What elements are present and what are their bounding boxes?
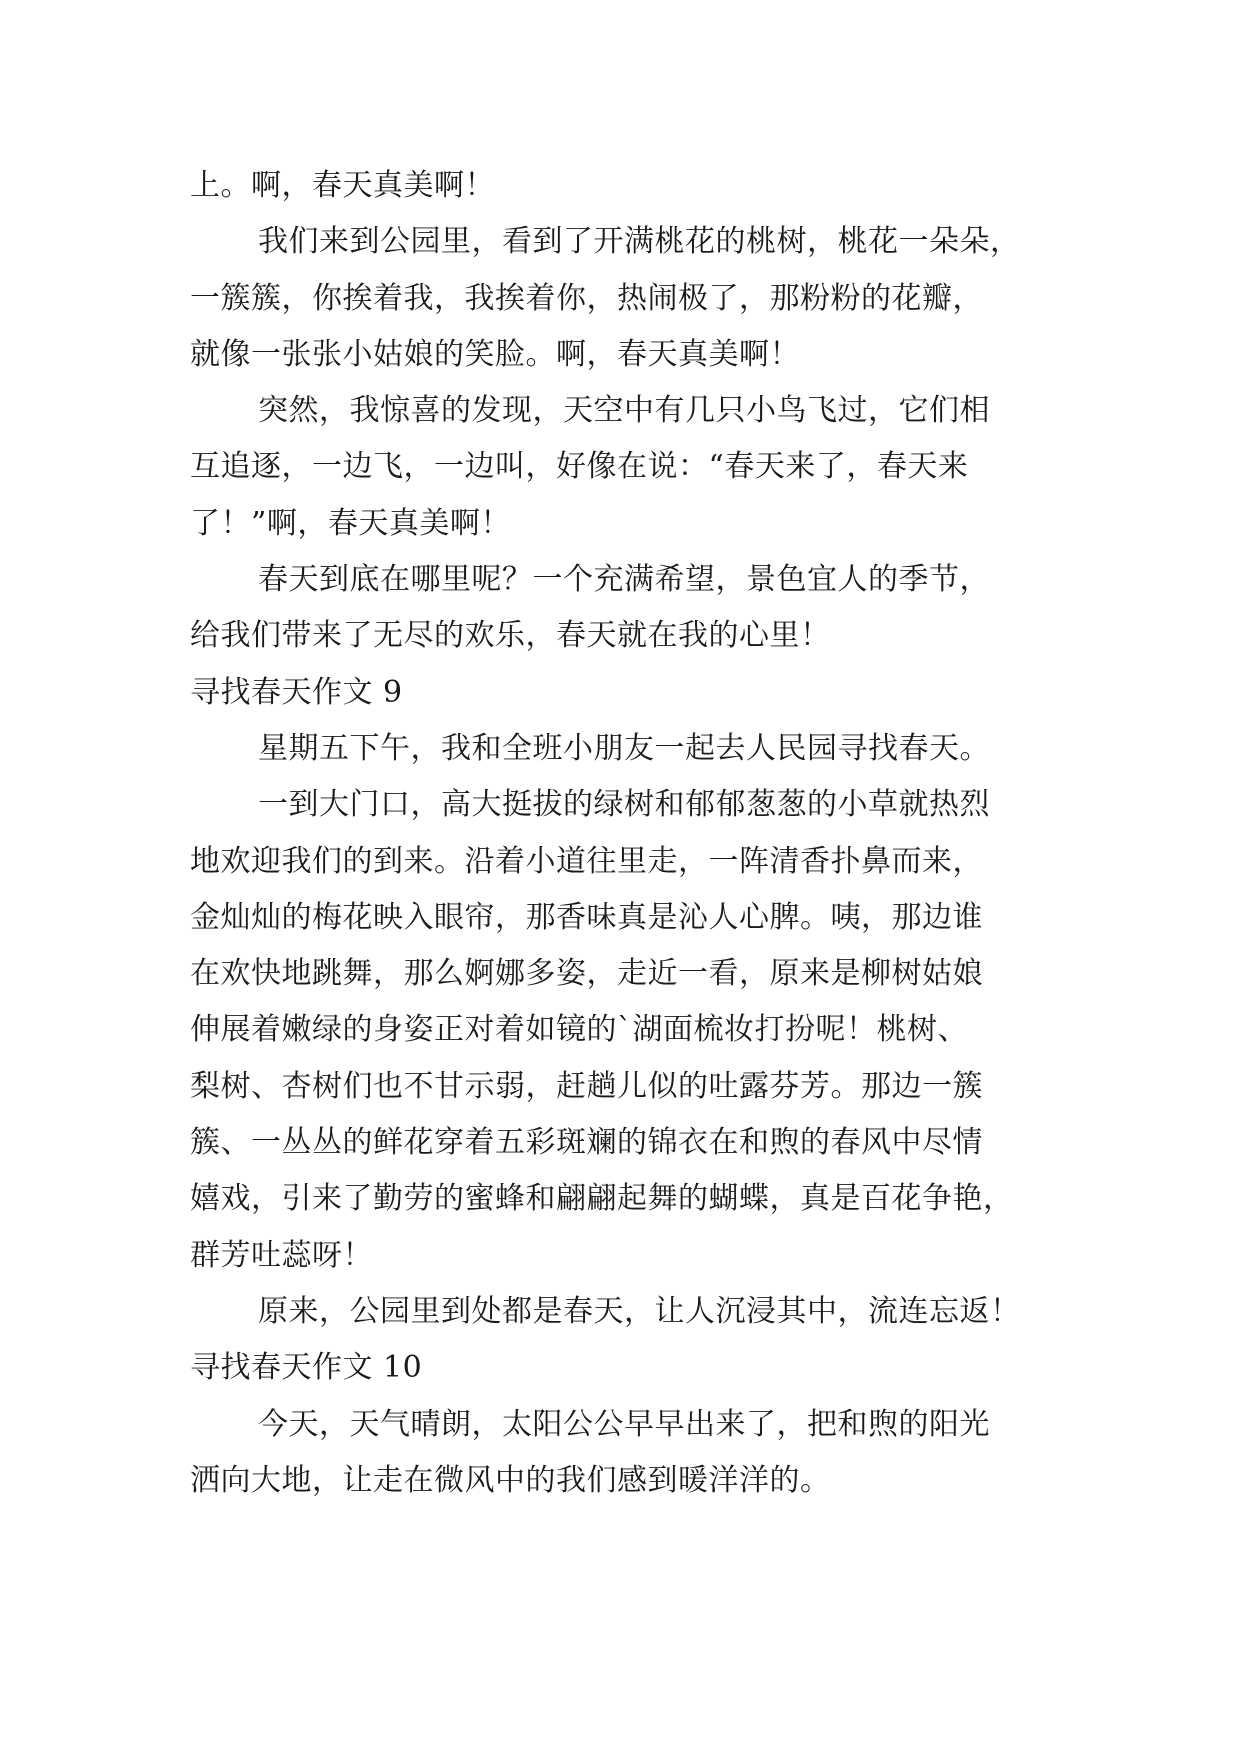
paragraph-start: 今天，天气晴朗，太阳公公早早出来了，把和煦的阳光 [258,1406,990,1442]
section-heading: 寻找春天作文 9 [190,674,403,710]
section-heading: 寻找春天作文 10 [190,1350,423,1386]
text-line: 洒向大地，让走在微风中的我们感到暖洋洋的。 [190,1462,831,1498]
paragraph-start: 原来，公园里到处都是春天，让人沉浸其中，流连忘返！ [258,1293,1021,1329]
text-line: 互追逐，一边飞，一边叫，好像在说：“春天来了，春天来 [190,449,969,485]
document-body [190,158,1070,1509]
text-line: 金灿灿的梅花映入眼帘，那香味真是沁人心脾。咦，那边谁 [190,899,983,935]
text-line: 上。啊，春天真美啊！ [190,168,495,203]
paragraph-start: 星期五下午，我和全班小朋友一起去人民园寻找春天。 [258,730,990,766]
paragraph-start: 春天到底在哪里呢？一个充满希望，景色宜人的季节， [258,562,990,598]
text-line: 群芳吐蕊呀！ [190,1237,373,1273]
paragraph-start: 一到大门口，高大挺拔的绿树和郁郁葱葱的小草就热烈 [258,787,990,823]
paragraph-start: 我们来到公园里，看到了开满桃花的桃树，桃花一朵朵， [258,224,1021,260]
text-line: 就像一张张小姑娘的笑脸。啊，春天真美啊！ [190,336,800,372]
text-line: 地欢迎我们的到来。沿着小道往里走，一阵清香扑鼻而来， [190,843,983,879]
text-line: 梨树、杏树们也不甘示弱，赶趟儿似的吐露芬芳。那边一簇 [190,1068,983,1104]
text-line: 给我们带来了无尽的欢乐，春天就在我的心里！ [190,618,831,654]
text-line: 一簇簇，你挨着我，我挨着你，热闹极了，那粉粉的花瓣， [190,280,983,316]
text-line: 簇、一丛丛的鲜花穿着五彩斑斓的锦衣在和煦的春风中尽情 [190,1125,983,1161]
text-line: 在欢快地跳舞，那么婀娜多姿，走近一看，原来是柳树姑娘 [190,956,983,992]
text-line: 伸展着嫩绿的身姿正对着如镜的`湖面梳妆打扮呢！桃树、 [190,1012,968,1048]
paragraph-start: 突然，我惊喜的发现，天空中有几只小鸟飞过，它们相 [258,393,990,429]
text-line: 了！”啊，春天真美啊！ [190,505,511,541]
text-line: 嬉戏，引来了勤劳的蜜蜂和翩翩起舞的蝴蝶，真是百花争艳， [190,1181,1014,1217]
